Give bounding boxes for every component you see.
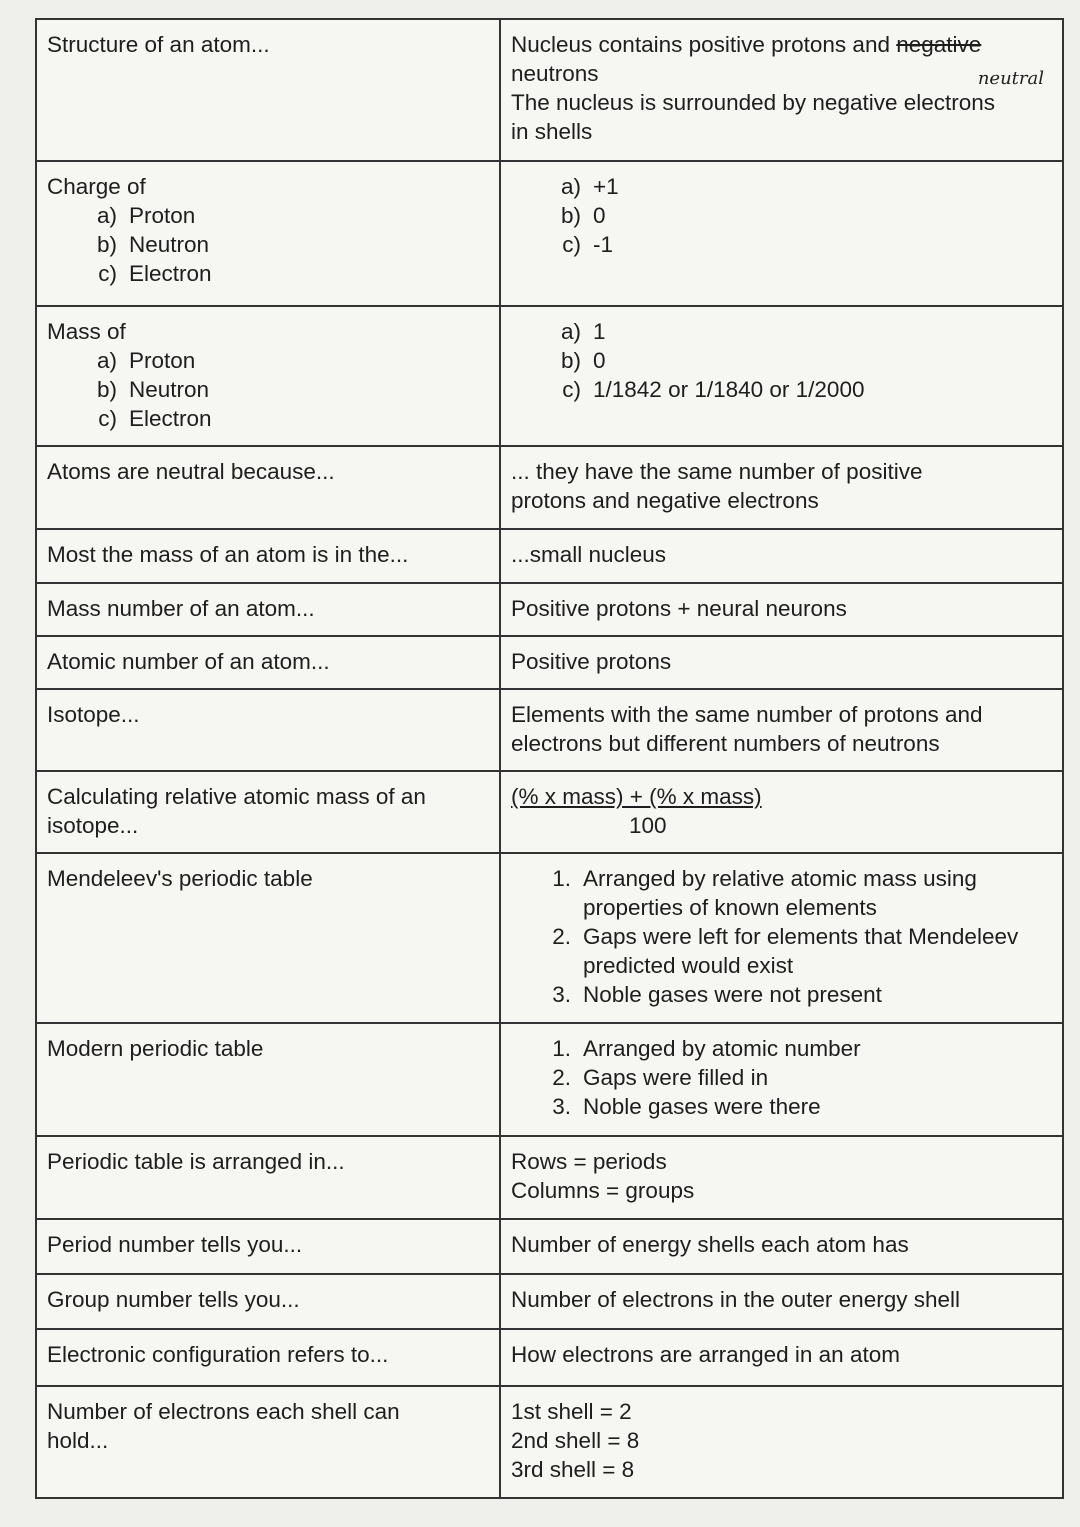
list-marker: b)	[560, 203, 581, 228]
list-item	[511, 317, 1052, 346]
list-marker: b)	[96, 232, 117, 257]
term-cell	[37, 1387, 501, 1497]
cell-line: 3rd shell = 8	[511, 1457, 635, 1482]
table-row	[37, 307, 1062, 447]
term-cell	[37, 1275, 501, 1328]
cell-line: Number of energy shells each atom has	[511, 1232, 909, 1257]
cell-line: Mass number of an atom...	[47, 596, 315, 621]
list-text: Gaps were filled in	[583, 1065, 769, 1090]
list-marker: b)	[96, 377, 117, 402]
list-item	[47, 404, 489, 433]
table-row	[37, 1137, 1062, 1220]
sub-list	[511, 172, 1052, 259]
term-cell	[37, 690, 501, 770]
list-marker: a)	[96, 203, 117, 228]
definition-cell	[501, 20, 1062, 160]
list-item	[47, 230, 489, 259]
table-row	[37, 530, 1062, 584]
cell-line: Periodic table is arranged in...	[47, 1149, 345, 1174]
definition-cell	[501, 162, 1062, 305]
definition-cell	[501, 1275, 1062, 1328]
term-cell	[37, 1024, 501, 1135]
handwritten-correction: neutral	[977, 68, 1044, 89]
definition-cell	[501, 854, 1062, 1022]
list-text: Proton	[129, 203, 196, 228]
list-text: Neutron	[129, 232, 210, 257]
numbered-list	[511, 864, 1052, 1009]
list-text: -1	[593, 232, 614, 257]
cell-line: 2nd shell = 8	[511, 1428, 640, 1453]
definition-cell	[501, 584, 1062, 635]
cell-line: The nucleus is surrounded by negative electrons	[511, 90, 996, 115]
table-row	[37, 1275, 1062, 1330]
list-marker: a)	[560, 174, 581, 199]
list-item	[511, 201, 1052, 230]
cell-line: Number of electrons in the outer energy shell	[511, 1287, 960, 1312]
list-marker: c)	[562, 377, 581, 402]
list-number: 3.	[552, 1094, 571, 1119]
list-item	[531, 864, 1052, 922]
list-number: 3.	[552, 982, 571, 1007]
term-cell	[37, 20, 501, 160]
list-text: Arranged by relative atomic mass using properties of known elements	[583, 866, 977, 920]
table-row	[37, 162, 1062, 307]
cell-line: hold...	[47, 1428, 109, 1453]
table-row	[37, 1330, 1062, 1387]
definition-cell	[501, 1024, 1062, 1135]
table-row	[37, 1387, 1062, 1499]
sub-list	[47, 346, 489, 433]
table-row	[37, 637, 1062, 690]
cell-line: Positive protons	[511, 649, 672, 674]
cell-line: Group number tells you...	[47, 1287, 300, 1312]
term-cell	[37, 162, 501, 305]
list-item	[47, 201, 489, 230]
list-item	[47, 346, 489, 375]
list-item	[511, 172, 1052, 201]
cell-line: 1st shell = 2	[511, 1399, 632, 1424]
list-item	[47, 259, 489, 288]
term-cell	[37, 854, 501, 1022]
table-row	[37, 584, 1062, 637]
list-item	[531, 1034, 1052, 1063]
table-row	[37, 690, 1062, 772]
cell-line: Modern periodic table	[47, 1036, 264, 1061]
definition-cell	[501, 1137, 1062, 1218]
cell-line: Elements with the same number of protons and	[511, 702, 983, 727]
cell-line	[511, 30, 1052, 59]
list-text: Gaps were left for elements that Mendeleev predicted would exist	[583, 924, 1019, 978]
struck-word: negative	[896, 32, 982, 57]
definition-cell	[501, 690, 1062, 770]
formula-denominator: 100	[629, 813, 667, 838]
definition-cell	[501, 1387, 1062, 1497]
cell-line: Columns = groups	[511, 1178, 695, 1203]
list-item	[531, 1063, 1052, 1092]
cell-line: Calculating relative atomic mass of an	[47, 784, 426, 809]
list-item	[531, 980, 1052, 1009]
cell-line: Number of electrons each shell can	[47, 1399, 400, 1424]
list-item	[531, 1092, 1052, 1121]
list-text: 1	[593, 319, 606, 344]
list-text: Neutron	[129, 377, 210, 402]
term-cell	[37, 530, 501, 582]
term-cell	[37, 1330, 501, 1385]
term-cell	[37, 307, 501, 445]
sub-list	[47, 201, 489, 288]
list-marker: b)	[560, 348, 581, 373]
list-text: Noble gases were not present	[583, 982, 882, 1007]
definition-cell	[501, 772, 1062, 852]
table-row	[37, 772, 1062, 854]
table-row	[37, 20, 1062, 162]
cell-line: Electronic configuration refers to...	[47, 1342, 389, 1367]
term-cell	[37, 772, 501, 852]
list-item	[511, 230, 1052, 259]
table-row	[37, 854, 1062, 1024]
list-text: 0	[593, 203, 606, 228]
list-number: 1.	[552, 866, 571, 891]
list-text: 0	[593, 348, 606, 373]
term-cell	[37, 584, 501, 635]
cell-line: in shells	[511, 119, 593, 144]
list-text: Proton	[129, 348, 196, 373]
cell-line: Mass of	[47, 319, 126, 344]
list-marker: a)	[96, 348, 117, 373]
table-row	[37, 1024, 1062, 1137]
definition-cell	[501, 637, 1062, 688]
cell-line: electrons but different numbers of neutrons	[511, 731, 940, 756]
list-item	[511, 375, 1052, 404]
cell-line: Mendeleev's periodic table	[47, 866, 313, 891]
cell-line: Atoms are neutral because...	[47, 459, 335, 484]
definition-cell	[501, 1330, 1062, 1385]
cell-line: protons and negative electrons	[511, 488, 819, 513]
term-cell	[37, 1137, 501, 1218]
cell-line: Rows = periods	[511, 1149, 667, 1174]
list-text: +1	[593, 174, 619, 199]
list-item	[511, 346, 1052, 375]
list-marker: c)	[98, 261, 117, 286]
list-item	[531, 922, 1052, 980]
list-number: 1.	[552, 1036, 571, 1061]
term-cell	[37, 637, 501, 688]
cell-line: neutrons	[511, 61, 599, 86]
list-number: 2.	[552, 1065, 571, 1090]
table-row	[37, 1220, 1062, 1275]
cell-line: Atomic number of an atom...	[47, 649, 330, 674]
definition-cell	[501, 1220, 1062, 1273]
list-text: Electron	[129, 406, 212, 431]
list-text: Noble gases were there	[583, 1094, 821, 1119]
definition-cell	[501, 307, 1062, 445]
list-text: Arranged by atomic number	[583, 1036, 861, 1061]
cell-line: isotope...	[47, 813, 139, 838]
list-text: 1/1842 or 1/1840 or 1/2000	[593, 377, 865, 402]
term-cell	[37, 1220, 501, 1273]
cell-line: Positive protons + neural neurons	[511, 596, 847, 621]
formula-numerator: (% x mass) + (% x mass)	[511, 784, 762, 809]
list-marker: c)	[98, 406, 117, 431]
cell-line: ... they have the same number of positive	[511, 459, 923, 484]
list-text: Electron	[129, 261, 212, 286]
cell-line: Period number tells you...	[47, 1232, 303, 1257]
definition-cell	[501, 530, 1062, 582]
cell-line: Most the mass of an atom is in the...	[47, 542, 409, 567]
list-item	[47, 375, 489, 404]
term-cell	[37, 447, 501, 528]
cell-line: Isotope...	[47, 702, 140, 727]
list-number: 2.	[552, 924, 571, 949]
revision-table	[35, 18, 1064, 1499]
line-text: Nucleus contains positive protons and	[511, 32, 897, 57]
table-row	[37, 447, 1062, 530]
list-marker: a)	[560, 319, 581, 344]
sub-list	[511, 317, 1052, 404]
list-marker: c)	[562, 232, 581, 257]
definition-cell	[501, 447, 1062, 528]
cell-line: Structure of an atom...	[47, 32, 270, 57]
cell-line: How electrons are arranged in an atom	[511, 1342, 900, 1367]
numbered-list	[511, 1034, 1052, 1121]
cell-line: ...small nucleus	[511, 542, 667, 567]
cell-line: Charge of	[47, 174, 146, 199]
